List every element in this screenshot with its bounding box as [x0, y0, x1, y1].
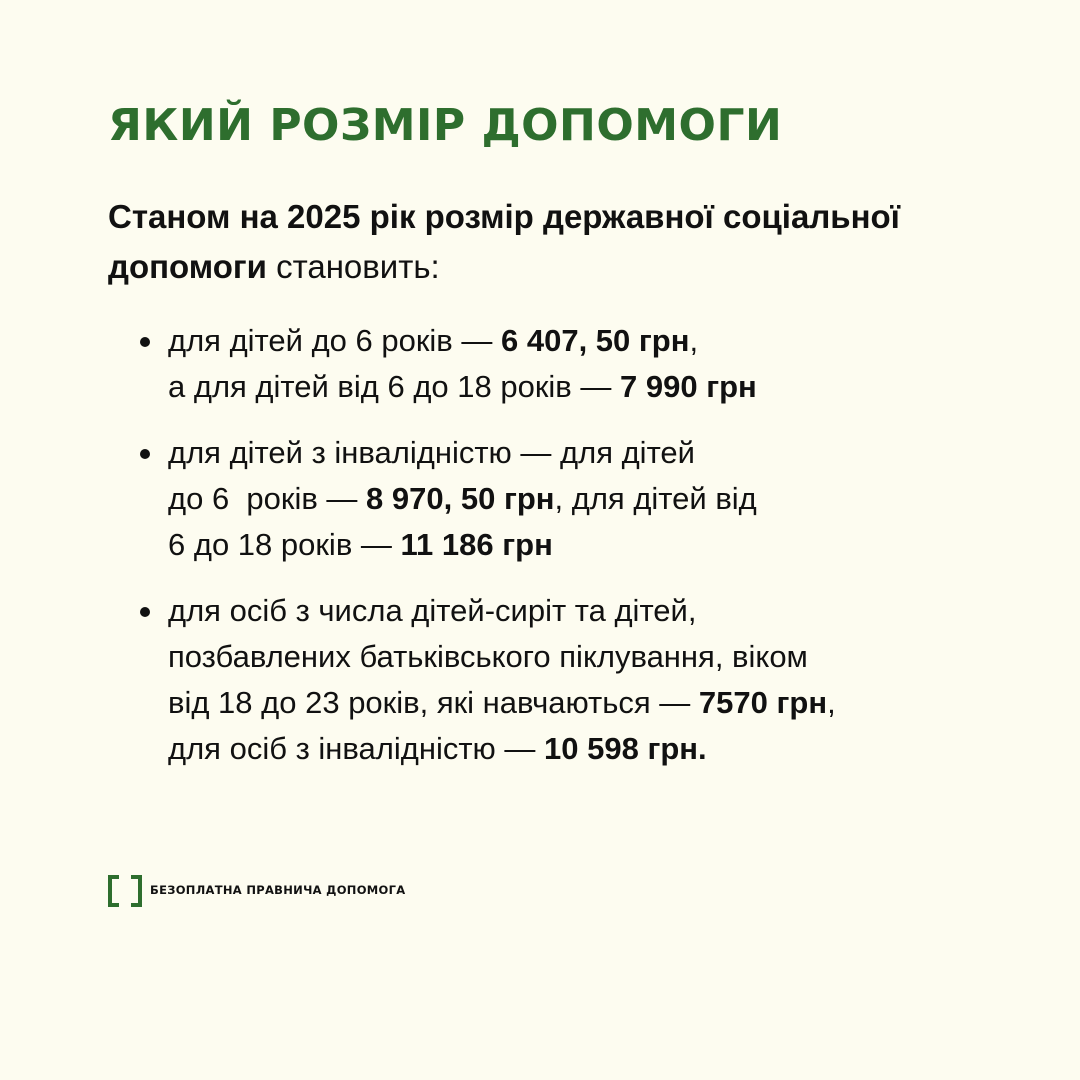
- list-line: 6 до 18 років — 11 186 грн: [168, 527, 553, 562]
- page-title: ЯКИЙ РОЗМІР ДОПОМОГИ: [108, 100, 783, 151]
- bullet-icon: [140, 607, 150, 617]
- list-line: для осіб з числа дітей-сиріт та дітей,: [168, 593, 697, 628]
- intro-paragraph: [108, 192, 988, 292]
- bullet-icon: [140, 449, 150, 459]
- intro-regular-tail: становить:: [266, 248, 440, 285]
- list-line: від 18 до 23 років, які навчаються — 7570 грн,: [168, 685, 836, 720]
- benefit-list: [138, 318, 998, 792]
- organization-name: БЕЗОПЛАТНА ПРАВНИЧА ДОПОМОГА: [150, 883, 406, 897]
- list-line: а для дітей від 6 до 18 років — 7 990 грн: [168, 369, 757, 404]
- list-line: для дітей з інвалідністю — для дітей: [168, 435, 695, 470]
- footer-brand: [108, 874, 405, 906]
- list-line: позбавлених батьківського піклування, віком: [168, 639, 808, 674]
- bullet-icon: [140, 337, 150, 347]
- list-line: до 6 років — 8 970, 50 грн, для дітей від: [168, 481, 757, 516]
- list-line: для осіб з інвалідністю — 10 598 грн.: [168, 731, 707, 766]
- list-item: [138, 430, 998, 568]
- bracket-logo-icon: [108, 875, 142, 905]
- intro-bold-line1: Станом на 2025 рік розмір державної соціальної: [108, 198, 900, 235]
- intro-bold-line2: допомоги: [108, 248, 267, 285]
- list-item: [138, 588, 998, 772]
- list-item: [138, 318, 998, 410]
- list-line: для дітей до 6 років — 6 407, 50 грн,: [168, 323, 699, 358]
